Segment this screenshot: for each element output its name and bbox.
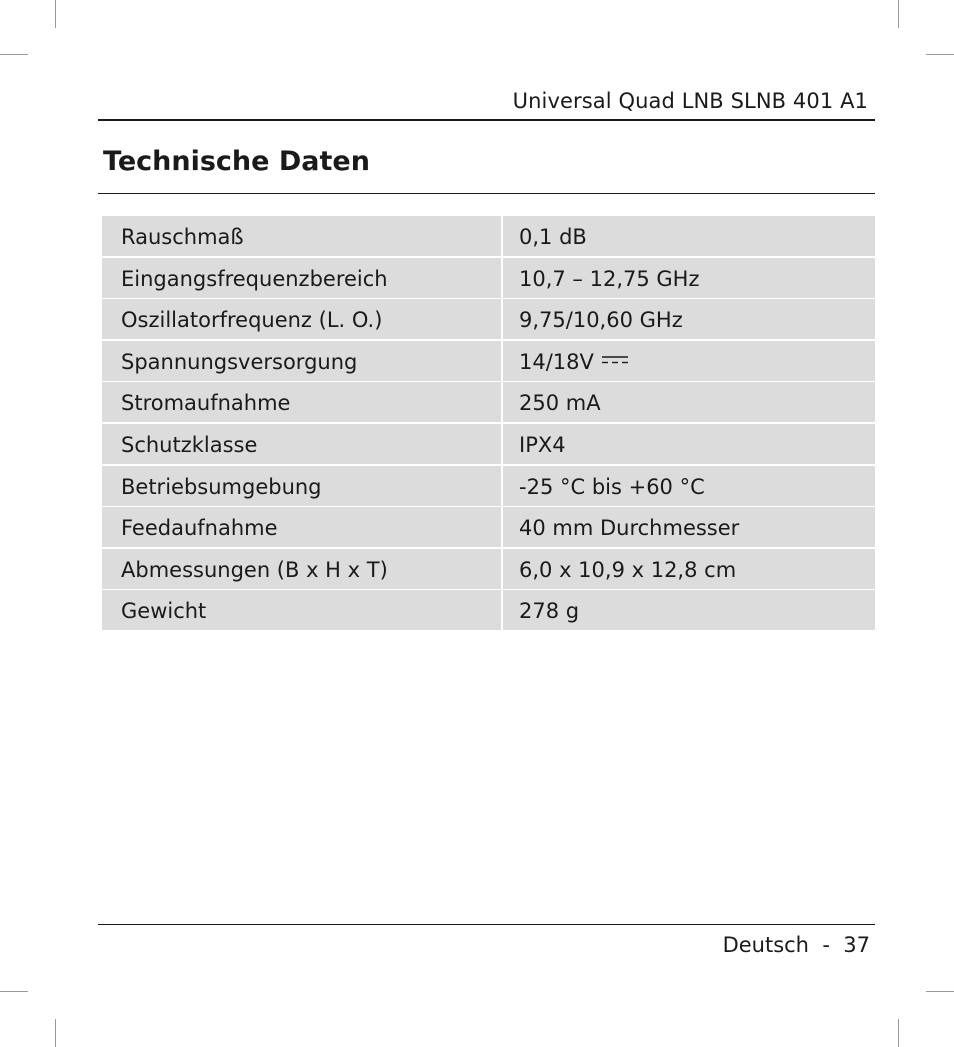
spec-value: 10,7 – 12,75 GHz (503, 258, 875, 298)
footer-rule (98, 924, 875, 925)
spec-value-text: 14/18V (519, 349, 594, 374)
table-row (102, 549, 875, 589)
spec-label: Eingangsfrequenzbereich (102, 258, 501, 298)
crop-mark-top-left-horizontal (0, 54, 28, 55)
crop-mark-bottom-right-vertical (898, 1019, 899, 1047)
spec-label: Schutzklasse (102, 424, 501, 464)
section-rule (98, 193, 875, 194)
table-row (102, 424, 875, 464)
spec-label: Gewicht (102, 590, 501, 630)
table-row (102, 590, 875, 630)
spec-value: IPX4 (503, 424, 875, 464)
crop-mark-bottom-left-horizontal (0, 991, 28, 992)
spec-value: 278 g (503, 590, 875, 630)
spec-table (102, 216, 875, 632)
page-footer: Deutsch - 37 (722, 933, 870, 957)
spec-value-with-icon (503, 341, 875, 381)
table-row (102, 258, 875, 298)
spec-label: Feedaufnahme (102, 507, 501, 547)
table-row (102, 216, 875, 256)
spec-value: 0,1 dB (503, 216, 875, 256)
section-title: Technische Daten (103, 146, 370, 177)
spec-label: Stromaufnahme (102, 382, 501, 422)
spec-label: Rauschmaß (102, 216, 501, 256)
running-header-title: Universal Quad LNB SLNB 401 A1 (512, 89, 868, 113)
table-row (102, 466, 875, 506)
spec-label: Spannungsversorgung (102, 341, 501, 381)
spec-value: 6,0 x 10,9 x 12,8 cm (503, 549, 875, 589)
table-row (102, 507, 875, 547)
crop-mark-top-right-horizontal (926, 54, 954, 55)
crop-mark-bottom-left-vertical (55, 1019, 56, 1047)
spec-label: Oszillatorfrequenz (L. O.) (102, 299, 501, 339)
spec-value: 250 mA (503, 382, 875, 422)
table-row (102, 341, 875, 381)
crop-mark-top-left-vertical (55, 0, 56, 28)
spec-label: Abmessungen (B x H x T) (102, 549, 501, 589)
crop-mark-top-right-vertical (898, 0, 899, 28)
table-row (102, 382, 875, 422)
spec-label: Betriebsumgebung (102, 466, 501, 506)
table-row (102, 299, 875, 339)
header-rule (98, 119, 875, 121)
spec-value: 9,75/10,60 GHz (503, 299, 875, 339)
crop-mark-bottom-right-horizontal (926, 991, 954, 992)
dc-current-icon (602, 355, 628, 365)
spec-value: 40 mm Durchmesser (503, 507, 875, 547)
spec-value: -25 °C bis +60 °C (503, 466, 875, 506)
